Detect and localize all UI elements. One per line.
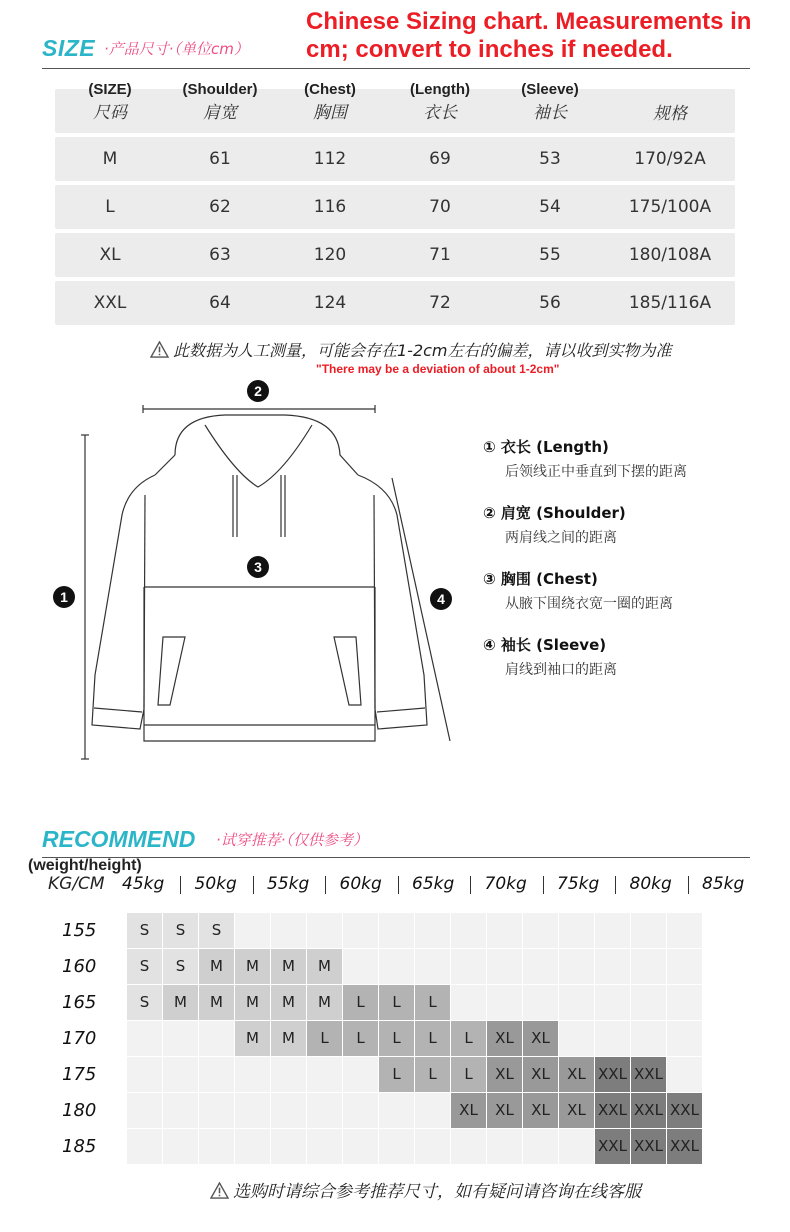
grid-cell bbox=[343, 1093, 378, 1128]
grid-cell: L bbox=[307, 1021, 342, 1056]
grid-cell: XXL bbox=[595, 1057, 630, 1092]
table-cell: 120 bbox=[313, 245, 347, 265]
grid-cell bbox=[307, 1129, 342, 1164]
grid-cell bbox=[415, 913, 450, 948]
grid-cell bbox=[595, 1021, 630, 1056]
grid-cell bbox=[451, 1129, 486, 1164]
marker-2: 2 bbox=[247, 380, 269, 402]
grid-cell bbox=[415, 949, 450, 984]
sizing-note: Chinese Sizing chart. Measurements in cm; convert to inches if needed. bbox=[306, 8, 752, 63]
grid-cell: XL bbox=[559, 1057, 594, 1092]
grid-cell: L bbox=[379, 985, 414, 1020]
grid-cell: S bbox=[127, 913, 162, 948]
grid-cell bbox=[559, 949, 594, 984]
grid-cell bbox=[415, 1129, 450, 1164]
grid-cell: M bbox=[199, 985, 234, 1020]
grid-cell: XL bbox=[487, 1093, 522, 1128]
grid-cell: XXL bbox=[595, 1129, 630, 1164]
weight-label: 70kg bbox=[484, 874, 527, 894]
grid-cell bbox=[523, 985, 558, 1020]
left-pocket-slit bbox=[158, 637, 185, 705]
weight-separator bbox=[180, 876, 181, 894]
deviation-note bbox=[150, 338, 672, 361]
deviation-text-cn: 此数据为人工测量，可能会存在1-2cm左右的偏差，请以收到实物为准 bbox=[173, 341, 672, 360]
grid-cell: L bbox=[415, 1057, 450, 1092]
weight-separator bbox=[543, 876, 544, 894]
grid-cell: S bbox=[199, 913, 234, 948]
weight-label: 55kg bbox=[267, 874, 310, 894]
grid-cell bbox=[307, 913, 342, 948]
header-sleeve: (Sleeve) 袖长 bbox=[521, 81, 579, 123]
grid-cell bbox=[307, 1093, 342, 1128]
table-cell: L bbox=[105, 197, 115, 217]
grid-cell: M bbox=[235, 1021, 270, 1056]
grid-cell: S bbox=[163, 949, 198, 984]
weight-label: 45kg bbox=[122, 874, 165, 894]
weight-separator bbox=[398, 876, 399, 894]
height-label: 170 bbox=[62, 1028, 97, 1049]
legend-sleeve: ④ 袖长 (Sleeve) 肩线到袖口的距离 bbox=[483, 636, 617, 678]
grid-cell: L bbox=[451, 1021, 486, 1056]
grid-cell bbox=[667, 913, 702, 948]
weight-label: 80kg bbox=[629, 874, 672, 894]
kg-cm-label: KG/CM bbox=[48, 874, 105, 894]
grid-cell bbox=[127, 1129, 162, 1164]
weight-label: 65kg bbox=[412, 874, 455, 894]
grid-cell: S bbox=[127, 985, 162, 1020]
grid-cell bbox=[163, 1093, 198, 1128]
grid-cell bbox=[127, 1093, 162, 1128]
header-chest: (Chest) 胸围 bbox=[304, 81, 356, 123]
grid-cell bbox=[235, 1057, 270, 1092]
table-cell: XXL bbox=[93, 293, 127, 313]
grid-cell: S bbox=[163, 913, 198, 948]
height-label: 180 bbox=[62, 1100, 97, 1121]
grid-cell: XXL bbox=[667, 1129, 702, 1164]
grid-cell: L bbox=[451, 1057, 486, 1092]
right-pocket-slit bbox=[334, 637, 361, 705]
table-row bbox=[55, 233, 735, 277]
recommend-subtitle: ·试穿推荐·（仅供参考） bbox=[216, 831, 369, 849]
grid-cell: XL bbox=[523, 1057, 558, 1092]
warning-icon bbox=[150, 341, 169, 358]
table-cell: 54 bbox=[539, 197, 561, 217]
recommend-title: RECOMMEND bbox=[42, 826, 196, 852]
grid-cell bbox=[379, 1129, 414, 1164]
table-cell: 175/100A bbox=[628, 197, 712, 217]
grid-cell: XL bbox=[523, 1093, 558, 1128]
weight-label: 75kg bbox=[557, 874, 600, 894]
table-cell: 64 bbox=[209, 293, 231, 313]
header-length: (Length) 衣长 bbox=[410, 81, 470, 123]
table-cell: 124 bbox=[313, 293, 347, 313]
grid-cell bbox=[271, 1129, 306, 1164]
grid-cell bbox=[523, 949, 558, 984]
grid-cell: XXL bbox=[595, 1093, 630, 1128]
height-label: 155 bbox=[62, 920, 97, 941]
grid-cell: L bbox=[415, 985, 450, 1020]
grid-cell: XXL bbox=[667, 1093, 702, 1128]
height-label: 185 bbox=[62, 1136, 97, 1157]
grid-cell bbox=[127, 1057, 162, 1092]
legend-chest: ③ 胸围 (Chest) 从腋下围绕衣宽一圈的距离 bbox=[483, 570, 673, 612]
grid-cell bbox=[199, 1093, 234, 1128]
grid-cell bbox=[631, 949, 666, 984]
grid-cell: M bbox=[163, 985, 198, 1020]
height-label: 160 bbox=[62, 956, 97, 977]
height-label: 165 bbox=[62, 992, 97, 1013]
grid-cell: M bbox=[199, 949, 234, 984]
grid-cell bbox=[199, 1021, 234, 1056]
grid-cell: M bbox=[307, 985, 342, 1020]
grid-cell bbox=[163, 1057, 198, 1092]
grid-cell bbox=[487, 949, 522, 984]
grid-cell bbox=[667, 949, 702, 984]
grid-cell bbox=[631, 913, 666, 948]
header-size: (SIZE) 尺码 bbox=[88, 81, 132, 123]
grid-cell: M bbox=[271, 949, 306, 984]
footer-text: 选购时请综合参考推荐尺寸，如有疑问请咨询在线客服 bbox=[233, 1182, 641, 1202]
grid-cell bbox=[487, 985, 522, 1020]
table-cell: 180/108A bbox=[628, 245, 712, 265]
grid-cell bbox=[307, 1057, 342, 1092]
table-cell: 63 bbox=[209, 245, 231, 265]
marker-3: 3 bbox=[247, 556, 269, 578]
hood-outline bbox=[175, 415, 358, 475]
grid-cell bbox=[379, 1093, 414, 1128]
grid-cell bbox=[235, 1129, 270, 1164]
grid-cell bbox=[523, 913, 558, 948]
table-row bbox=[55, 281, 735, 325]
grid-cell bbox=[631, 1021, 666, 1056]
table-cell: 70 bbox=[429, 197, 451, 217]
height-label: 175 bbox=[62, 1064, 97, 1085]
grid-cell: XL bbox=[487, 1021, 522, 1056]
grid-cell bbox=[343, 913, 378, 948]
marker-4: 4 bbox=[430, 588, 452, 610]
footer-note bbox=[210, 1177, 641, 1202]
grid-cell bbox=[271, 1057, 306, 1092]
weight-separator bbox=[688, 876, 689, 894]
grid-cell bbox=[127, 1021, 162, 1056]
grid-cell bbox=[523, 1129, 558, 1164]
header-spec: 规格 bbox=[653, 104, 687, 124]
weight-separator bbox=[615, 876, 616, 894]
legend-length: ① 衣长 (Length) 后领线正中垂直到下摆的距离 bbox=[483, 438, 687, 480]
weight-height-label: (weight/height) bbox=[28, 857, 142, 874]
grid-cell: L bbox=[379, 1057, 414, 1092]
grid-cell bbox=[199, 1057, 234, 1092]
grid-cell bbox=[667, 1057, 702, 1092]
grid-cell: M bbox=[271, 1021, 306, 1056]
recommend-divider bbox=[42, 857, 750, 858]
grid-cell bbox=[631, 985, 666, 1020]
grid-cell bbox=[415, 1093, 450, 1128]
grid-cell: XL bbox=[559, 1093, 594, 1128]
table-row bbox=[55, 137, 735, 181]
grid-cell: XL bbox=[523, 1021, 558, 1056]
warning-icon bbox=[210, 1182, 229, 1199]
table-cell: 62 bbox=[209, 197, 231, 217]
grid-cell bbox=[271, 1093, 306, 1128]
grid-cell bbox=[343, 1129, 378, 1164]
grid-cell bbox=[595, 913, 630, 948]
table-row bbox=[55, 185, 735, 229]
grid-cell bbox=[235, 913, 270, 948]
grid-cell: XXL bbox=[631, 1093, 666, 1128]
weight-separator bbox=[470, 876, 471, 894]
table-cell: 72 bbox=[429, 293, 451, 313]
grid-cell: M bbox=[235, 949, 270, 984]
table-header-row bbox=[55, 81, 735, 133]
grid-cell bbox=[163, 1021, 198, 1056]
table-cell: 56 bbox=[539, 293, 561, 313]
size-subtitle: ·产品尺寸·（单位cm） bbox=[104, 40, 249, 58]
grid-cell: L bbox=[379, 1021, 414, 1056]
grid-cell: M bbox=[271, 985, 306, 1020]
weight-label: 50kg bbox=[194, 874, 237, 894]
grid-cell bbox=[487, 1129, 522, 1164]
weight-label: 85kg bbox=[702, 874, 745, 894]
grid-cell: L bbox=[343, 985, 378, 1020]
grid-cell: M bbox=[307, 949, 342, 984]
grid-cell bbox=[343, 949, 378, 984]
table-cell: 112 bbox=[313, 149, 347, 169]
grid-cell bbox=[451, 985, 486, 1020]
grid-cell: XXL bbox=[631, 1129, 666, 1164]
grid-cell bbox=[487, 913, 522, 948]
grid-cell bbox=[559, 1129, 594, 1164]
table-cell: 53 bbox=[539, 149, 561, 169]
table-cell: 71 bbox=[429, 245, 451, 265]
grid-cell bbox=[451, 949, 486, 984]
header-divider bbox=[42, 68, 750, 69]
table-cell: 116 bbox=[313, 197, 347, 217]
grid-cell bbox=[559, 985, 594, 1020]
grid-cell bbox=[595, 949, 630, 984]
grid-cell bbox=[379, 913, 414, 948]
grid-cell: S bbox=[127, 949, 162, 984]
legend-shoulder: ② 肩宽 (Shoulder) 两肩线之间的距离 bbox=[483, 504, 626, 546]
grid-cell: XXL bbox=[631, 1057, 666, 1092]
table-cell: 185/116A bbox=[628, 293, 712, 313]
deviation-text-en: "There may be a deviation of about 1-2cm" bbox=[316, 362, 560, 376]
grid-cell bbox=[379, 949, 414, 984]
grid-cell bbox=[451, 913, 486, 948]
weight-separator bbox=[253, 876, 254, 894]
grid-cell bbox=[559, 1021, 594, 1056]
grid-cell bbox=[271, 913, 306, 948]
grid-cell bbox=[199, 1129, 234, 1164]
header-shoulder: (Shoulder) 肩宽 bbox=[182, 81, 258, 123]
grid-cell bbox=[235, 1093, 270, 1128]
table-cell: 170/92A bbox=[634, 149, 706, 169]
grid-cell bbox=[667, 1021, 702, 1056]
grid-cell: L bbox=[343, 1021, 378, 1056]
hood-opening bbox=[205, 425, 312, 487]
grid-cell: M bbox=[235, 985, 270, 1020]
grid-cell bbox=[667, 985, 702, 1020]
marker-1: 1 bbox=[53, 586, 75, 608]
table-cell: 61 bbox=[209, 149, 231, 169]
table-cell: 69 bbox=[429, 149, 451, 169]
table-cell: 55 bbox=[539, 245, 561, 265]
grid-cell: XL bbox=[487, 1057, 522, 1092]
weight-separator bbox=[325, 876, 326, 894]
grid-cell bbox=[343, 1057, 378, 1092]
grid-cell bbox=[163, 1129, 198, 1164]
body-outline bbox=[92, 475, 427, 741]
grid-cell: L bbox=[415, 1021, 450, 1056]
grid-cell: XL bbox=[451, 1093, 486, 1128]
table-cell: M bbox=[102, 149, 118, 169]
weight-label: 60kg bbox=[339, 874, 382, 894]
grid-cell bbox=[595, 985, 630, 1020]
table-cell: XL bbox=[99, 245, 121, 265]
size-title: SIZE bbox=[42, 35, 96, 61]
grid-cell bbox=[559, 913, 594, 948]
